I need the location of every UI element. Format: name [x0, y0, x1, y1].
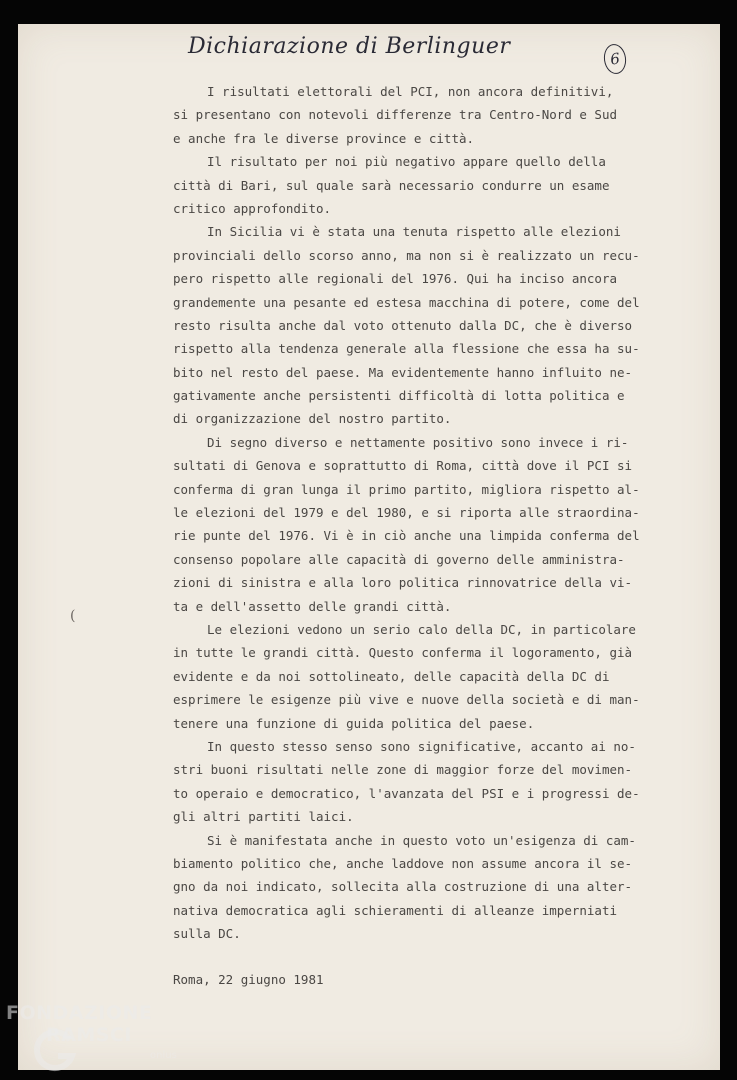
text-line: bito nel resto del paese. Ma evidentemente hanno influito ne- [173, 364, 633, 380]
text-line: biamento politico che, anche laddove non assume ancora il se- [173, 855, 633, 871]
text-line: di organizzazione del nostro partito. [173, 411, 452, 427]
paragraph [173, 735, 640, 829]
paragraph [173, 618, 640, 735]
text-line: conferma di gran lunga il primo partito, migliora rispetto al- [173, 481, 640, 497]
watermark-line2: RAMSCI [46, 1024, 132, 1046]
text-line: Il risultato per noi più negativo appare quello della [207, 154, 606, 170]
paragraph [173, 150, 610, 220]
text-line: sultati di Genova e soprattutto di Roma, città dove il PCI si [173, 458, 633, 474]
text-line: gno da noi indicato, sollecita alla costruzione di una alter- [173, 879, 633, 895]
paragraph [173, 80, 618, 150]
text-line: gativamente anche persistenti difficoltà di lotta politica e [173, 388, 625, 404]
paragraph [173, 431, 640, 618]
text-line: provinciali dello scorso anno, ma non si è realizzato un recu- [173, 247, 640, 263]
text-line: I risultati elettorali del PCI, non ancora definitivi, [207, 84, 614, 99]
text-line: esprimere le esigenze più vive e nuove della società e di man- [173, 692, 640, 708]
paragraph [173, 220, 640, 431]
text-line: critico approfondito. [173, 200, 332, 216]
text-line: zioni di sinistra e alla loro politica rinnovatrice della vi- [173, 575, 633, 591]
text-line: Le elezioni vedono un serio calo della DC, in particolare [207, 621, 636, 637]
text-line: Si è manifestata anche in questo voto un'esigenza di cam- [207, 832, 636, 848]
text-line: In questo stesso senso sono significative, accanto ai no- [207, 738, 636, 754]
watermark-onlus: onlus [150, 1050, 177, 1061]
margin-mark: ( [70, 608, 76, 624]
watermark-line1: FONDAZIONE [6, 1002, 153, 1024]
text-line: In Sicilia vi è stata una tenuta rispetto alle elezioni [207, 224, 621, 240]
date-line: Roma, 22 giugno 1981 [173, 972, 324, 987]
text-line: le elezioni del 1979 e del 1980, e si riporta alle straordina- [173, 505, 640, 521]
fondazione-gramsci-watermark [2, 1000, 182, 1080]
text-line: ta e dell'assetto delle grandi città. [173, 598, 452, 614]
text-line: resto risulta anche dal voto ottenuto dalla DC, che è diverso [173, 317, 633, 333]
text-line: tenere una funzione di guida politica del paese. [173, 715, 535, 731]
text-line: in tutte le grandi città. Questo conferma il logoramento, già [173, 645, 633, 661]
text-line: sulla DC. [173, 926, 241, 942]
text-line: rie punte del 1976. Vi è in ciò anche una limpida conferma del [173, 528, 640, 544]
text-line: nativa democratica agli schieramenti di alleanze imperniati [173, 902, 618, 918]
text-line: città di Bari, sul quale sarà necessario condurre un esame [173, 177, 610, 193]
text-line: gli altri partiti laici. [173, 809, 354, 825]
text-line: grandemente una pesante ed estesa macchina di potere, come del [173, 294, 640, 310]
page-number: 6 [602, 43, 628, 76]
text-line: evidente e da noi sottolineato, delle capacità della DC di [173, 668, 610, 684]
handwritten-title: Dichiarazione di Berlinguer [188, 34, 511, 59]
text-line: rispetto alla tendenza generale alla flessione che essa ha su- [173, 341, 640, 357]
text-line: to operaio e democratico, l'avanzata del PSI e i progressi de- [173, 785, 640, 801]
text-line: e anche fra le diverse province e città. [173, 130, 475, 146]
text-line: consenso popolare alle capacità di governo delle amministra- [173, 551, 625, 567]
text-line: pero rispetto alle regionali del 1976. Qui ha inciso ancora [173, 271, 618, 287]
text-line: si presentano con notevoli differenze tra Centro-Nord e Sud [173, 107, 618, 123]
typed-statement-body [173, 80, 640, 945]
text-line: stri buoni risultati nelle zone di maggior forze del movimen- [173, 762, 633, 778]
paragraph [173, 829, 636, 946]
text-line: Di segno diverso e nettamente positivo sono invece i ri- [207, 434, 629, 450]
